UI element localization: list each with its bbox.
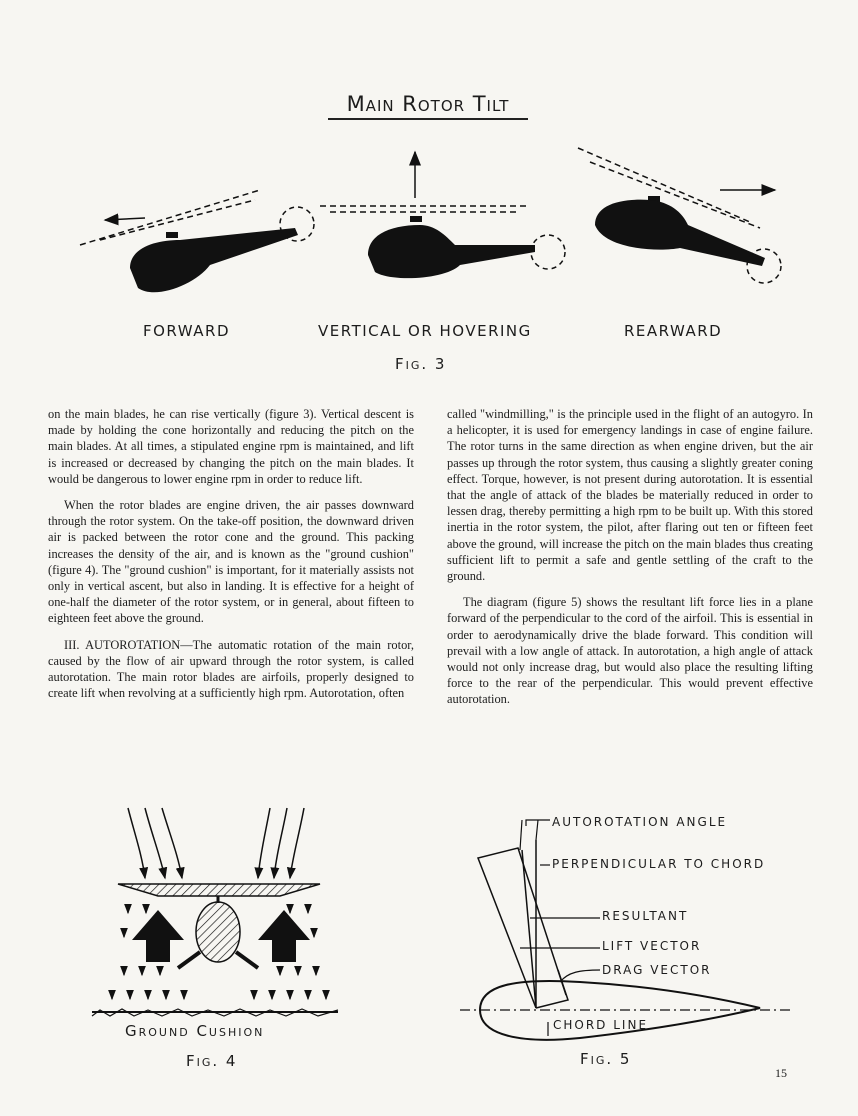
label-lift-vector: LIFT VECTOR [602, 939, 702, 953]
figure-4-label: Fig. 4 [186, 1052, 238, 1070]
paragraph: III. AUTOROTATION—The automatic rotation of the main rotor, caused by the flow of air upward through the rotor system, is called autorotation. The main rotor blades are airfoils, properly designed to create lift when revolving at a sufficiently high rpm. Autorotation, often [48, 637, 414, 701]
figure-4-ground-cushion [90, 800, 340, 1030]
paragraph: on the main blades, he can rise vertically (figure 3). Vertical descent is made by holding the cone horizontally and reducing the pitch on the main blades. At all times, a stipulated engine rpm is maintained, and lift is increased or decreased by changing the pitch on the main blades. It would be dangerous to lower engine rpm in order to reduce lift. [48, 407, 414, 486]
label-perpendicular-to-chord: PERPENDICULAR TO CHORD [552, 857, 766, 871]
figure-3-illustration [60, 140, 800, 300]
figure-4-caption: Ground Cushion [125, 1022, 265, 1040]
caption-forward: FORWARD [143, 322, 230, 340]
paragraph: When the rotor blades are engine driven, the air passes downward through the rotor system. On the take-off position, the downward driven air is packed between the rotor cone and the ground. This packing increases the density of the air, and is known as the "ground cushion" (figure 4). The "ground cushion" is important, for it materially assists not only in vertical ascent, but also in landing. It is effective for a height of one-half the diameter of the rotor system, or in general, about fifteen to eighteen feet above the ground. [48, 498, 414, 626]
paragraph: The diagram (figure 5) shows the resultant lift force lies in a plane forward of the perpendicular to the cord of the airfoil. This is essential in order to aerodynamically drive the blade forward. This condition will prevail with a low angle of attack. In autorotation, a high angle of attack would not only increase drag, but would also place the resulting lifting force to the rear of the perpendicular. This would prevent effective autorotation. [447, 595, 813, 707]
page-title: Main Rotor Tilt [328, 92, 528, 120]
label-autorotation-angle: AUTOROTATION ANGLE [552, 815, 728, 829]
forward-helicopter [80, 190, 314, 292]
paragraph: called "windmilling," is the principle used in the flight of an autogyro. In a helicopter, it is used for emergency landings in case of engine failure. The rotor turns in the same direction as when engine driven, but the air passes up through the rotor system, thus causing a slightly greater coning effect. Torque, however, is not present during autorotation. It is essential that the angle of attack of the blades be materially reduced in order to lessen drag, thereby permitting a high rpm to be built up. With this stored inertia in the rotor system, the pilot, after flaring out ten or fifteen feet above the ground, will increase the pitch on the main blades thus creating sufficient lift to permit a safe and gentle settling of the craft to the ground. [447, 407, 813, 584]
hovering-helicopter [320, 152, 565, 278]
figure-3-label: Fig. 3 [395, 355, 447, 373]
label-resultant: RESULTANT [602, 909, 689, 923]
figure-5-label: Fig. 5 [580, 1050, 632, 1068]
page-number: 15 [775, 1066, 787, 1080]
caption-rearward: REARWARD [624, 322, 723, 340]
rearward-helicopter [578, 148, 781, 283]
figure-5-airfoil-diagram [460, 810, 800, 1050]
label-chord-line: CHORD LINE [553, 1018, 649, 1032]
caption-vertical-hovering: VERTICAL OR HOVERING [318, 322, 532, 340]
label-drag-vector: DRAG VECTOR [602, 963, 712, 977]
left-column [48, 406, 414, 711]
right-column [447, 406, 813, 718]
